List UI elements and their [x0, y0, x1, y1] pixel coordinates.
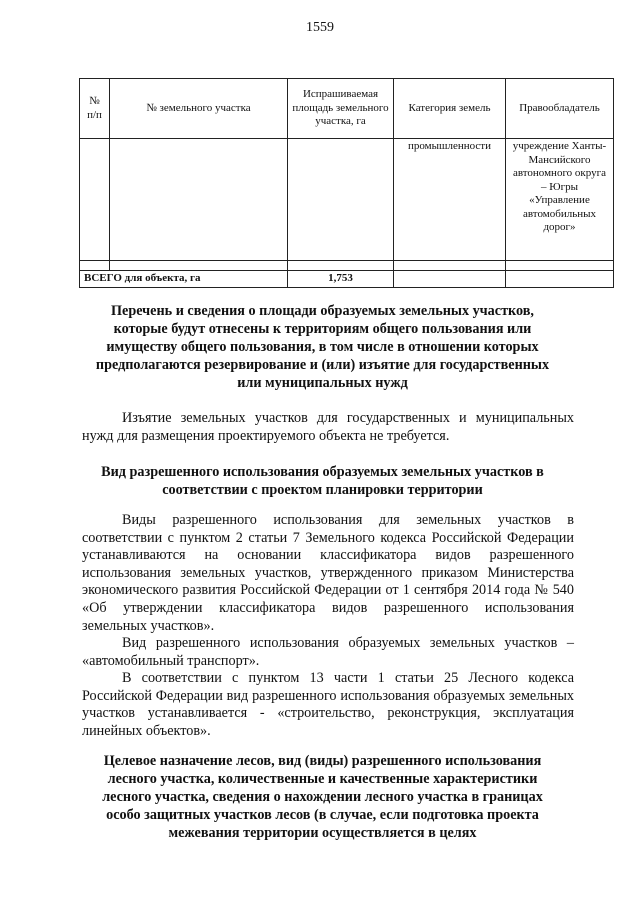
table-total-row [80, 271, 614, 288]
cell-plot-number [110, 139, 288, 261]
table-row [80, 139, 614, 261]
cell-num [80, 139, 110, 261]
table-row-spacer [80, 261, 614, 271]
header-category: Категория земель [394, 79, 506, 139]
total-label: ВСЕГО для объекта, га [80, 271, 288, 288]
section2-paragraph-2: Вид разрешенного использования образуемых земельных участков – «автомобильный транспорт». [82, 635, 574, 669]
total-area: 1,753 [288, 271, 394, 288]
cell-area [288, 139, 394, 261]
cell-owner: учреждение Ханты-Мансийского автономного округа – Югры «Управление автомобильных дорог» [506, 139, 614, 261]
header-area: Испрашиваемая площадь земельного участка, га [288, 79, 394, 139]
page-number: 1559 [306, 20, 334, 35]
table-header-row [80, 79, 614, 139]
header-owner: Правообладатель [506, 79, 614, 139]
header-plot-number: № земельного участка [110, 79, 288, 139]
section1-heading: Перечень и сведения о площади образуемых земельных участков, которые будут отнесены к территориям общего пользования или имуществу общего пользования, в том числе в отношении которых предполагаются резервирование и (или) изъятие для государственных или муниципальных нужд [95, 303, 550, 391]
section2-heading: Вид разрешенного использования образуемых земельных участков в соответствии с проектом планировки территории [101, 464, 544, 498]
section3-heading: Целевое назначение лесов, вид (виды) разрешенного использования лесного участка, количественные и качественные характеристики лесного участка, сведения о нахождении лесного участка в границах особо защитных участков лесов (в случае, если подготовка проекта межевания территории осуществляется в целях [102, 753, 543, 841]
header-num: № п/п [80, 79, 110, 139]
land-plots-table [79, 78, 614, 288]
section1-paragraph: Изъятие земельных участков для государственных и муниципальных нужд для размещения проектируемого объекта не требуется. [82, 410, 574, 444]
cell-category: промышленности [394, 139, 506, 261]
section2-paragraph-1: Виды разрешенного использования для земельных участков в соответствии с пунктом 2 статьи 7 Земельного кодекса Российской Федерации устанавливаются на основании классификатора видов разрешенного использования земельных участков, утвержденного приказом Министерства экономического развития Российской Федерации от 1 сентября 2014 года № 540 «Об утверждении классификатора видов разрешенного использования земельных участков». [82, 512, 574, 634]
section2-paragraph-3: В соответствии с пунктом 13 части 1 статьи 25 Лесного кодекса Российской Федерации вид разрешенного использования образуемых земельных участков устанавливается - «строительство, реконструкция, эксплуатация линейных объектов». [82, 670, 574, 739]
